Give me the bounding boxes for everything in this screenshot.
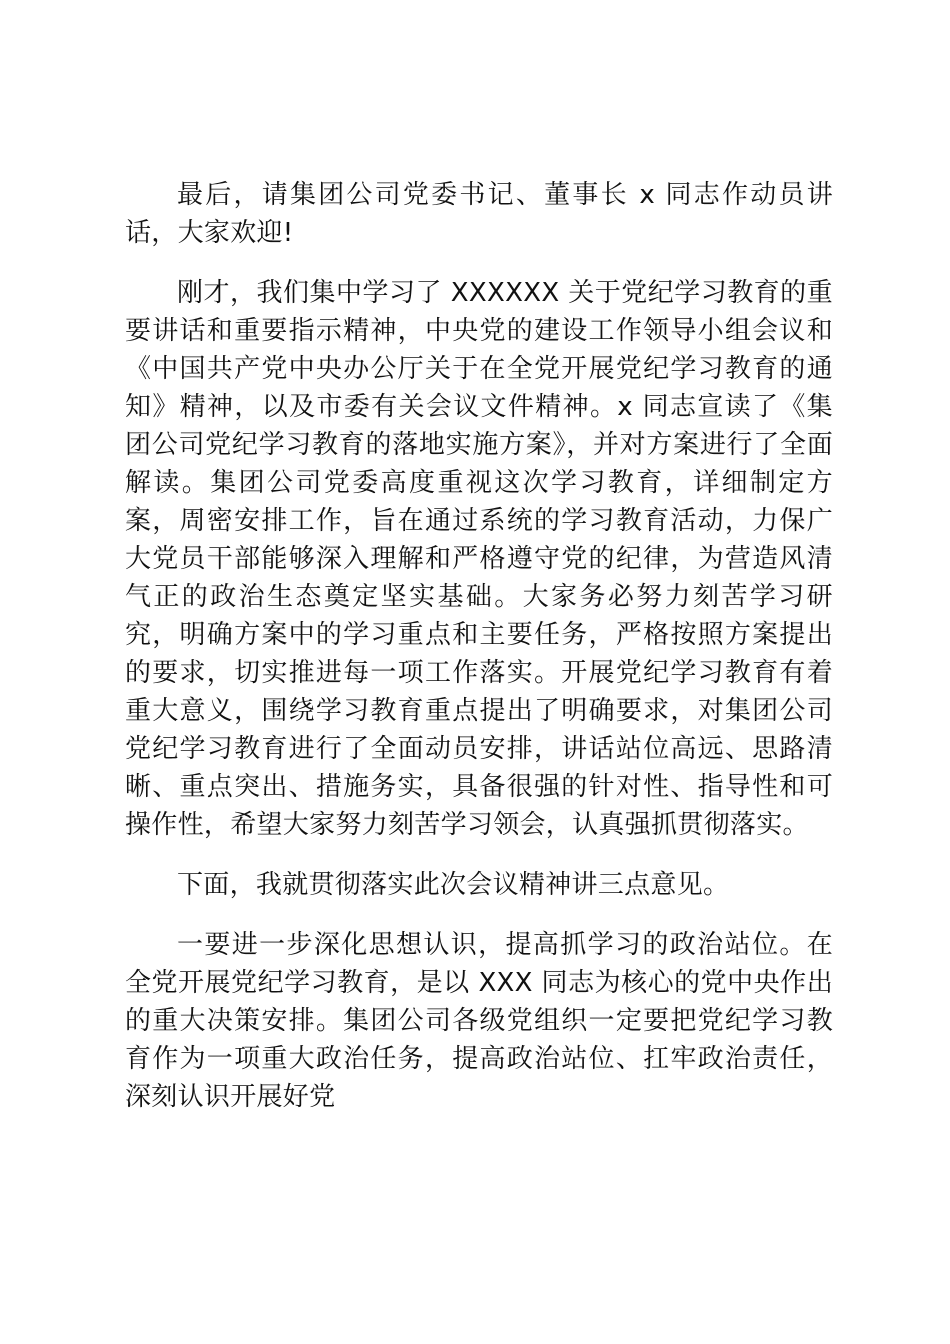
paragraph-study-summary: 刚才，我们集中学习了 XXXXXX 关于党纪学习教育的重要讲话和重要指示精神，中央党的建设工作领导小组会议和《中国共产党中央办公厅关于在全党开展党纪学习教育的通知》精神，以及市委有关会议文件精神。x 同志宣读了《集团公司党纪学习教育的落地实施方案》，并对方案进行了全面解读。集团公司党委高度重视这次学习教育，详细制定方案，周密安排工作，旨在通过系统的学习教育活动，力保广大党员干部能够深入理解和严格遵守党的纪律，为营造风清气正的政治生态奠定坚实基础。大家务必努力刻苦学习研究，明确方案中的学习重点和主要任务，严格按照方案提出的要求，切实推进每一项工作落实。开展党纪学习教育有着重大意义，围绕学习教育重点提出了明确要求，对集团公司党纪学习教育进行了全面动员安排，讲话站位高远、思路清晰、重点突出、措施务实，具备很强的针对性、指导性和可操作性，希望大家努力刻苦学习领会，认真强抓贯彻落实。 [125,278,833,840]
paragraph-point-one: 一要进一步深化思想认识，提高抓学习的政治站位。在全党开展党纪学习教育，是以 XXX 同志为核心的党中央作出的重大决策安排。集团公司各级党组织一定要把党纪学习教育作为一项重大政治任务，提高政治站位、扛牢政治责任，深刻认识开展好党 [125,930,833,1112]
document-body [125,176,833,1138]
paragraph-three-points-intro: 下面，我就贯彻落实此次会议精神讲三点意见。 [177,870,730,900]
paragraph-closing-invitation: 最后，请集团公司党委书记、董事长 x 同志作动员讲话，大家欢迎! [125,180,833,248]
